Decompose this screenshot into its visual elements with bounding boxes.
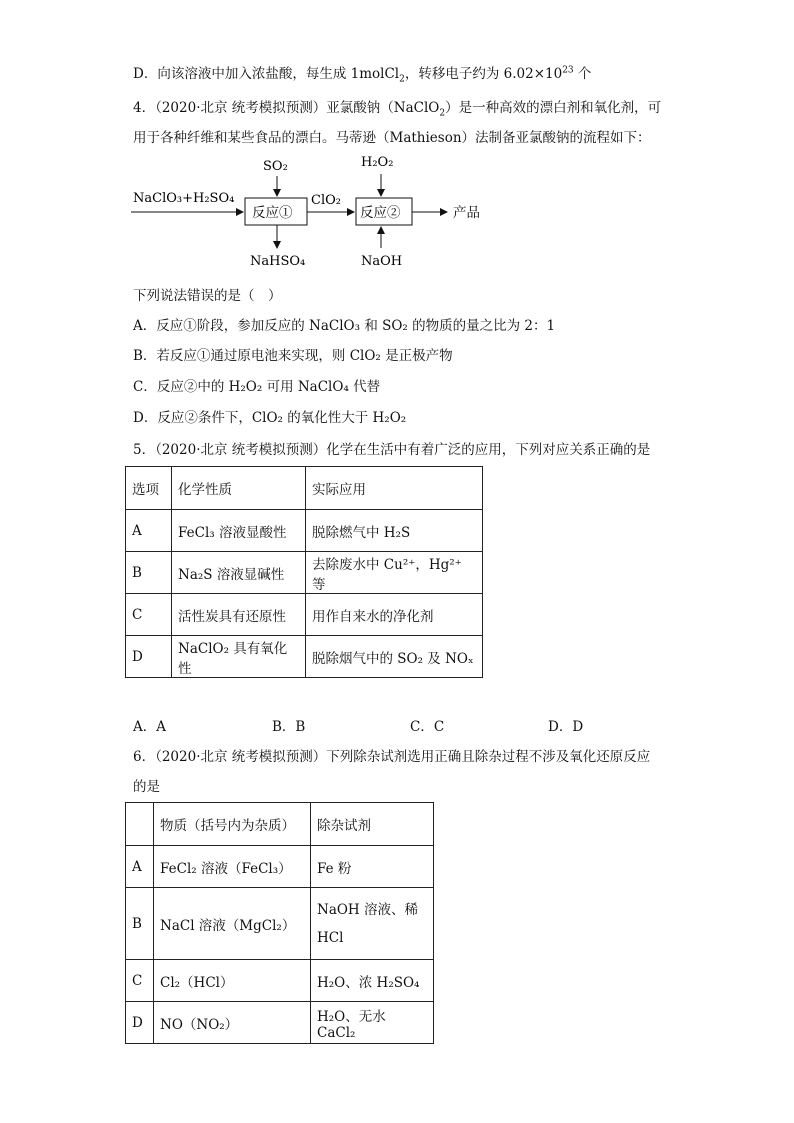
flow-clo2-label: ClO₂ [311, 193, 341, 208]
q6-header-blank [126, 803, 154, 846]
table-cell: FeCl₂ 溶液（FeCl₃） [154, 846, 311, 888]
table-cell: 脱除燃气中 H₂S [306, 510, 483, 552]
q5-option-d: D．D [548, 719, 584, 735]
table-cell: Fe 粉 [311, 846, 434, 888]
table-cell: B [126, 888, 154, 960]
table-cell: C [126, 960, 154, 1002]
table-cell: A [126, 846, 154, 888]
q5-header-option: 选项 [126, 467, 172, 510]
table-cell: 活性炭具有还原性 [172, 594, 306, 636]
flow-nahso4-label: NaHSO₄ [250, 254, 306, 269]
table-cell: H₂O、浓 H₂SO₄ [311, 960, 434, 1002]
q4-option-a: A．反应①阶段，参加反应的 NaClO₃ 和 SO₂ 的物质的量之比为 2：1 [133, 318, 556, 334]
table-cell: D [126, 636, 172, 678]
q4-option-d: D．反应②条件下，ClO₂ 的氧化性大于 H₂O₂ [133, 410, 407, 426]
q4-stem-line2: 用于各种纤维和某些食品的漂白。马蒂逊（Mathieson）法制备亚氯酸钠的流程如下： [133, 130, 651, 146]
flow-input-label: NaClO₃+H₂SO₄ [133, 191, 235, 206]
table-cell: 去除废水中 Cu²⁺，Hg²⁺ 等 [306, 552, 483, 594]
flow-box1-label: 反应① [252, 205, 293, 221]
table-cell: FeCl₃ 溶液显酸性 [172, 510, 306, 552]
table-cell: NaClO₂ 具有氧化性 [172, 636, 306, 678]
flow-h2o2-label: H₂O₂ [361, 155, 394, 170]
q6-table [125, 802, 434, 1044]
table-cell: H₂O、无水 CaCl₂ [311, 1002, 434, 1044]
table-cell: Cl₂（HCl） [154, 960, 311, 1002]
flow-diagram [125, 152, 505, 277]
q4-stem-line1: 4．（2020·北京 统考模拟预测）亚氯酸钠（NaClO$_2$）是一种高效的漂白剂和氧化剂，可 [133, 100, 662, 119]
table-cell: C [126, 594, 172, 636]
q5-header-application: 实际应用 [306, 467, 483, 510]
table-cell: B [126, 552, 172, 594]
table-cell: 脱除烟气中的 SO₂ 及 NOₓ [306, 636, 483, 678]
table-cell: D [126, 1002, 154, 1044]
q6-header-reagent: 除杂试剂 [311, 803, 434, 846]
table-cell: NaCl 溶液（MgCl₂） [154, 888, 311, 960]
flow-so2-label: SO₂ [263, 159, 288, 174]
q5-header-property: 化学性质 [172, 467, 306, 510]
table-cell: 用作自来水的净化剂 [306, 594, 483, 636]
q4-question: 下列说法错误的是（ ） [133, 288, 282, 304]
q5-option-a: A．A [133, 719, 166, 735]
q5-option-c: C．C [410, 719, 445, 735]
q5-stem: 5．（2020·北京 统考模拟预测）化学在生活中有着广泛的应用，下列对应关系正确的是 [133, 442, 651, 458]
q4-option-b: B．若反应①通过原电池来实现，则 ClO₂ 是正极产物 [133, 348, 453, 364]
q6-header-substance: 物质（括号内为杂质） [154, 803, 311, 846]
flow-box2-label: 反应② [360, 205, 401, 221]
flow-product-label: 产品 [453, 205, 480, 221]
table-cell: NO（NO₂） [154, 1002, 311, 1044]
table-cell: NaOH 溶液、稀 HCl [311, 888, 434, 960]
q3-option-d: D．向该溶液中加入浓盐酸，每生成 1molCl$_2$，转移电子约为 $6.02\times 10^{23}$ 个 [133, 65, 592, 85]
q5-table [125, 466, 483, 678]
q6-stem-line2: 的是 [133, 779, 160, 795]
q6-stem-line1: 6．（2020·北京 统考模拟预测）下列除杂试剂选用正确且除杂过程不涉及氧化还原反应 [133, 749, 651, 765]
q5-option-b: B．B [272, 719, 306, 735]
table-cell: A [126, 510, 172, 552]
flow-naoh-label: NaOH [361, 254, 403, 269]
table-cell: Na₂S 溶液显碱性 [172, 552, 306, 594]
q4-option-c: C．反应②中的 H₂O₂ 可用 NaClO₄ 代替 [133, 379, 381, 395]
